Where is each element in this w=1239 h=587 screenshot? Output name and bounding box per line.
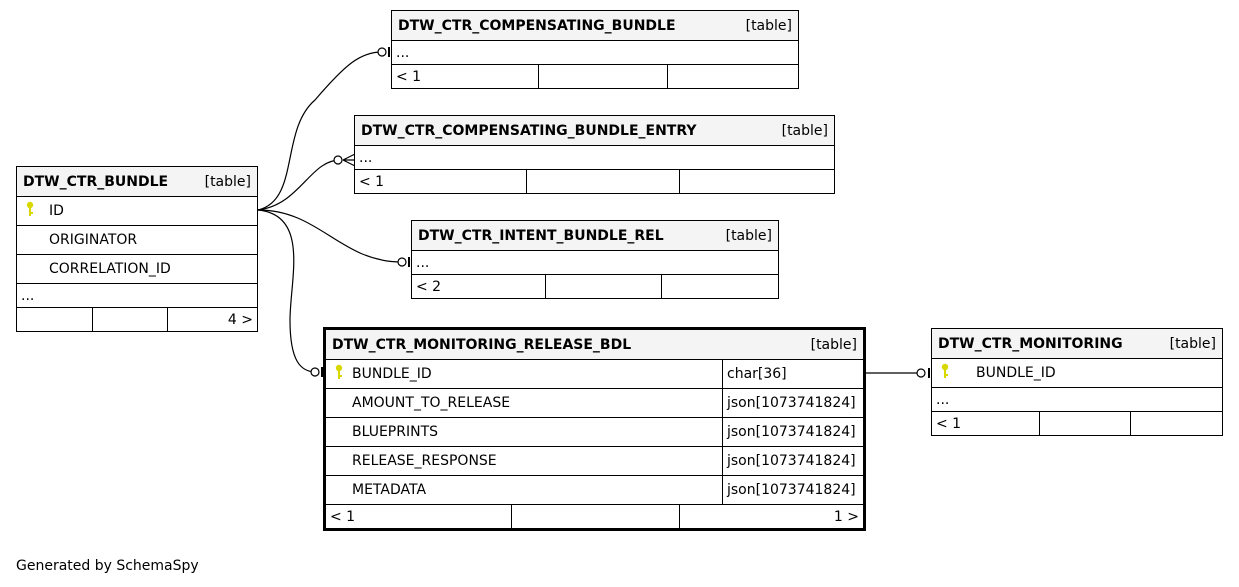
column-name: RELEASE_RESPONSE — [352, 453, 497, 469]
table-name: DTW_CTR_COMPENSATING_BUNDLE — [398, 17, 676, 34]
table-kind: [table] — [810, 336, 857, 353]
table-dtw-ctr-intent-bundle-rel[interactable] — [411, 220, 779, 299]
table-footer — [326, 505, 863, 528]
table-header — [355, 116, 834, 146]
footer-cell — [527, 170, 680, 193]
cardinality-circle — [398, 258, 406, 266]
table-header — [17, 167, 257, 197]
link-bundle-comp-entry — [258, 160, 340, 210]
column-name: BLUEPRINTS — [352, 424, 439, 440]
footer-cell — [1131, 412, 1222, 435]
footer-cell — [662, 275, 778, 298]
table-kind: [table] — [781, 122, 828, 139]
ellipsis-row: ... — [932, 388, 1222, 412]
footer-cell[interactable]: < 1 — [326, 505, 512, 528]
column-row[interactable] — [17, 226, 257, 255]
column-name: CORRELATION_ID — [49, 261, 171, 277]
generated-by-text: Generated by SchemaSpy — [16, 558, 199, 574]
table-kind: [table] — [745, 17, 792, 34]
table-dtw-ctr-compensating-bundle-entry[interactable] — [354, 115, 835, 194]
footer-cell[interactable]: < 1 — [932, 412, 1040, 435]
table-footer — [932, 412, 1222, 435]
ellipsis-row: ... — [392, 41, 798, 65]
column-type: json[1073741824] — [722, 418, 863, 446]
footer-cell — [539, 65, 668, 88]
footer-cell — [512, 505, 680, 528]
cardinality-circle — [378, 48, 386, 56]
table-footer — [392, 65, 798, 88]
table-footer — [412, 275, 778, 298]
table-header — [392, 11, 798, 41]
column-row[interactable] — [932, 359, 1222, 388]
footer-cell[interactable]: 1 > — [833, 508, 859, 525]
table-name: DTW_CTR_COMPENSATING_BUNDLE_ENTRY — [361, 122, 697, 139]
table-header — [932, 329, 1222, 359]
table-dtw-ctr-monitoring[interactable] — [931, 328, 1223, 436]
footer-cell[interactable]: 4 > — [227, 311, 253, 328]
column-type: json[1073741824] — [722, 476, 863, 504]
column-row[interactable] — [17, 197, 257, 226]
ellipsis-row: ... — [17, 284, 257, 308]
table-dtw-ctr-monitoring-release-bdl[interactable] — [323, 327, 866, 531]
footer-cell[interactable]: < 2 — [412, 275, 546, 298]
footer-cell — [17, 308, 93, 331]
link-bundle-release-bdl — [258, 210, 316, 372]
table-kind: [table] — [1169, 335, 1216, 352]
column-row[interactable] — [326, 360, 863, 389]
table-footer — [355, 170, 834, 193]
column-name: METADATA — [352, 482, 427, 498]
footer-cell — [680, 170, 834, 193]
footer-cell — [1040, 412, 1131, 435]
cardinality-circle — [917, 369, 925, 377]
footer-cell — [546, 275, 662, 298]
column-row[interactable] — [17, 255, 257, 284]
column-name: BUNDLE_ID — [352, 366, 432, 382]
column-type: json[1073741824] — [722, 389, 863, 417]
key-icon — [25, 201, 35, 221]
ellipsis-row: ... — [355, 146, 834, 170]
key-icon — [940, 363, 950, 383]
table-header — [326, 330, 863, 360]
column-name: BUNDLE_ID — [976, 365, 1056, 381]
table-header — [412, 221, 778, 251]
footer-cell — [668, 65, 798, 88]
column-type: char[36] — [722, 360, 863, 388]
column-row[interactable] — [326, 447, 863, 476]
table-name: DTW_CTR_INTENT_BUNDLE_REL — [418, 227, 664, 244]
footer-cell[interactable]: < 1 — [355, 170, 527, 193]
cardinality-circle — [311, 368, 319, 376]
table-dtw-ctr-compensating-bundle[interactable] — [391, 10, 799, 89]
table-kind: [table] — [204, 173, 251, 190]
ellipsis-row: ... — [412, 251, 778, 275]
footer-cell — [93, 308, 168, 331]
table-name: DTW_CTR_MONITORING_RELEASE_BDL — [332, 336, 632, 353]
column-row[interactable] — [326, 418, 863, 447]
table-dtw-ctr-bundle[interactable] — [16, 166, 258, 332]
table-name: DTW_CTR_BUNDLE — [23, 173, 169, 190]
table-kind: [table] — [725, 227, 772, 244]
cardinality-circle — [334, 156, 342, 164]
column-row[interactable] — [326, 389, 863, 418]
footer-cell[interactable]: < 1 — [392, 65, 539, 88]
column-name: AMOUNT_TO_RELEASE — [352, 395, 511, 411]
table-footer — [17, 308, 257, 331]
column-row[interactable] — [326, 476, 863, 505]
column-type: json[1073741824] — [722, 447, 863, 475]
table-name: DTW_CTR_MONITORING — [938, 335, 1123, 352]
key-icon — [334, 364, 344, 384]
column-name: ORIGINATOR — [49, 232, 138, 248]
column-name: ID — [49, 203, 64, 219]
